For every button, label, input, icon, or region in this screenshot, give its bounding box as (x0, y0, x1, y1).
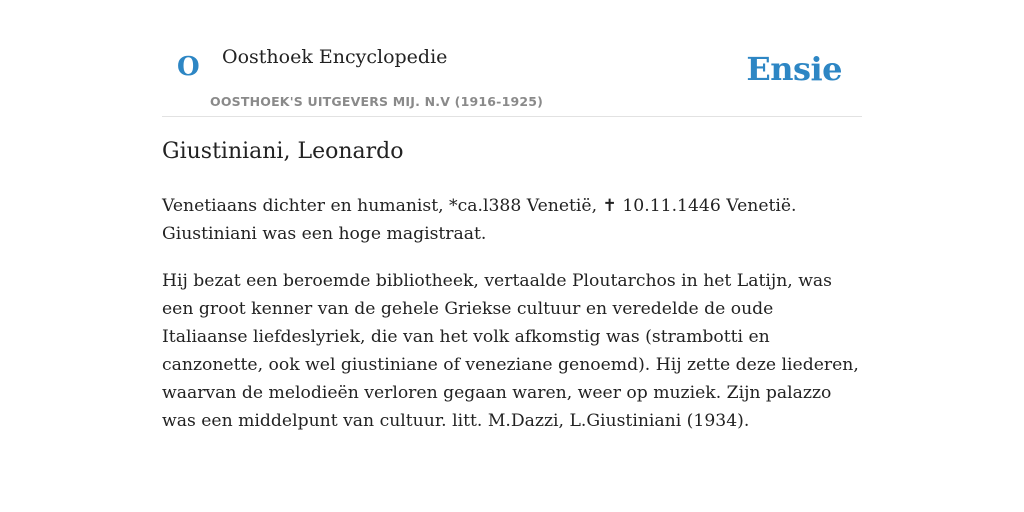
entry-paragraph: Hij bezat een beroemde bibliotheek, vertaalde Ploutarchos in het Latijn, was een groot kenner van de gehele Griekse cultuur en veredelde de oude Italiaanse liefdeslyriek, die van het volk afkomstig was (strambotti en canzonette, ook wel giustiniane of veneziane genoemd). Hij zette deze liederen, waarvan de melodieën verloren gegaan waren, weer op muziek. Zijn palazzo was een middelpunt van cultuur. litt. M.Dazzi, L.Giustiniani (1934). (162, 271, 859, 431)
entry-title: Giustiniani, Leonardo (162, 139, 404, 164)
encyclopedia-title-link[interactable]: Oosthoek Encyclopedie (222, 46, 448, 68)
publisher-label: OOSTHOEK'S UITGEVERS MIJ. N.V (1916-1925) (210, 94, 544, 109)
site-header (162, 0, 862, 117)
encyclopedia-logo[interactable]: O (177, 52, 200, 82)
entry-paragraph: Venetiaans dichter en humanist, *ca.l388 Venetië, ✝ 10.11.1446 Venetië. Giustiniani was een hoge magistraat. (162, 196, 797, 244)
page-container (162, 0, 862, 431)
ensie-logo-link[interactable]: Ensie (746, 50, 842, 88)
